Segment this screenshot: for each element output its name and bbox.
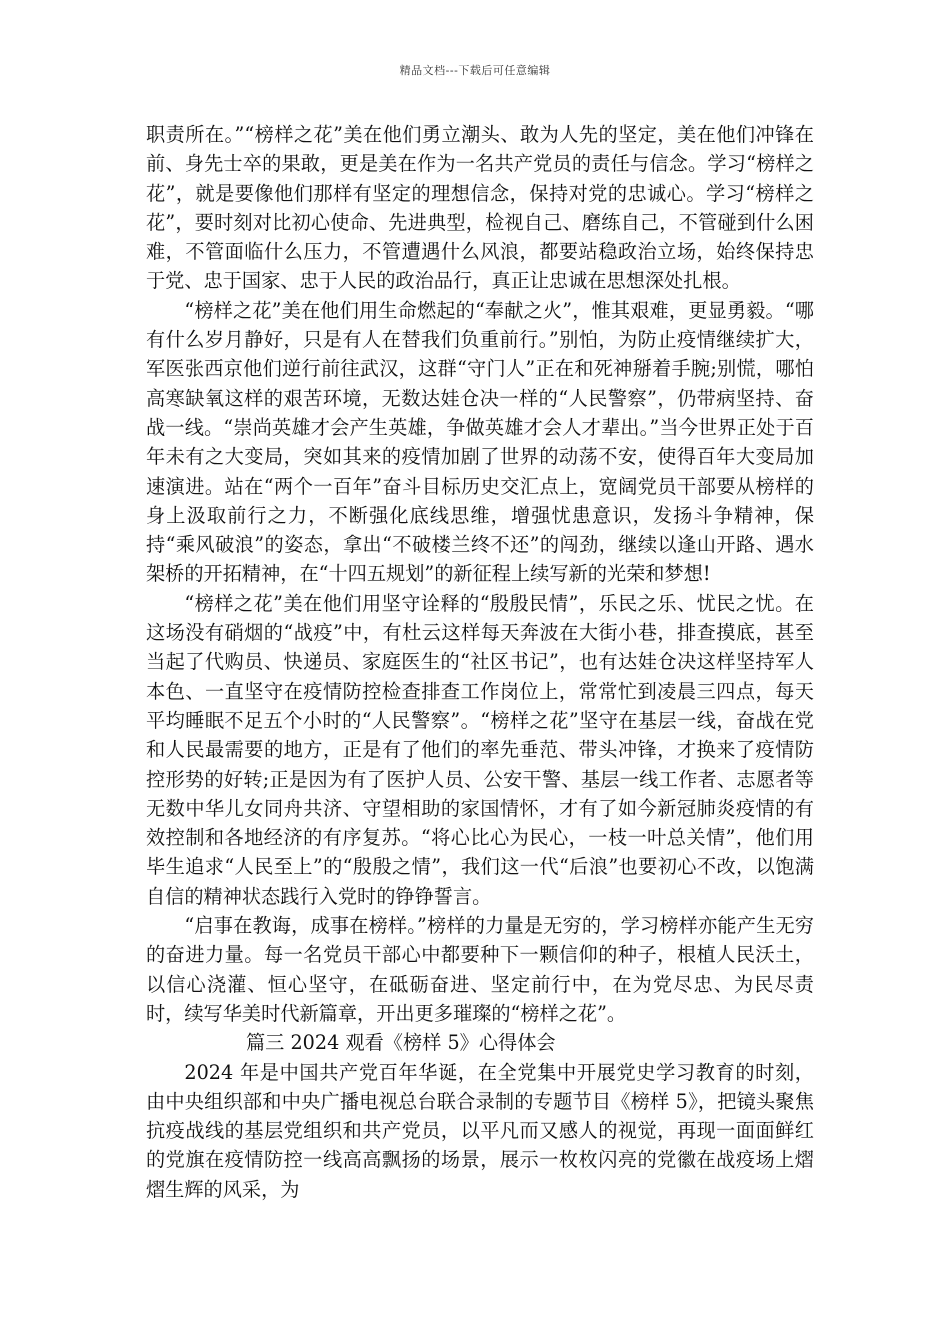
page-header: 精品文档---下载后可任意编辑 [399, 64, 551, 77]
paragraph-5: 2024 年是中国共产党百年华诞，在全党集中开展党史学习教育的时刻，由中央组织部和中央广播电视总台联合录制的专题节目《榜样 5》，把镜头聚焦抗疫战线的基层党组织和共产党员，以平凡而又感人的视觉，再现一面面鲜红的党旗在疫情防控一线高高飘扬的场景，展示一枚枚闪亮的党徽在战疫场上熠熠生辉的风采，为 [146, 1060, 814, 1201]
paragraph-1: 职责所在。”“榜样之花”美在他们勇立潮头、敢为人先的坚定，美在他们冲锋在前、身先士卒的果敢，更是美在作为一名共产党员的责任与信念。学习“榜样之花”，就是要像他们那样有坚定的理想信念，保持对党的忠诚心。学习“榜样之花”，要时刻对比初心使命、先进典型，检视自己、磨练自己，不管碰到什么困难，不管面临什么压力，不管遭遇什么风浪，都要站稳政治立场，始终保持忠于党、忠于国家、忠于人民的政治品行，真正让忠诚在思想深处扎根。 [146, 123, 814, 293]
paragraph-4: “启事在教诲，成事在榜样。”榜样的力量是无穷的，学习榜样亦能产生无穷的奋进力量。每一名党员干部心中都要种下一颗信仰的种子，根植人民沃土，以信心浇灌、恒心坚守，在砥砺奋进、坚定前行中，在为党尽忠、为民尽责时，续写华美时代新篇章，开出更多璀璨的“榜样之花”。 [146, 914, 814, 1025]
paragraph-2: “榜样之花”美在他们用生命燃起的“奉献之火”，惟其艰难，更显勇毅。“哪有什么岁月静好，只是有人在替我们负重前行。”别怕，为防止疫情继续扩大，军医张西京他们逆行前往武汉，这群“守门人”正在和死神掰着手腕;别慌，哪怕高寒缺氧这样的艰苦环境，无数达娃仓决一样的“人民警察”，仍带病坚持、奋战一线。“崇尚英雄才会产生英雄，争做英雄才会人才辈出。”当今世界正处于百年未有之大变局，突如其来的疫情加剧了世界的动荡不安，使得百年大变局加速演进。站在“两个一百年”奋斗目标历史交汇点上，宽阔党员干部要从榜样的身上汲取前行之力，不断强化底线思维，增强忧患意识，发扬斗争精神，保持“乘风破浪”的姿态，拿出“不破楼兰终不还”的闯劲，继续以逢山开路、遇水架桥的开拓精神，在“十四五规划”的新征程上续写新的光荣和梦想! [146, 298, 814, 586]
paragraph-3: “榜样之花”美在他们用坚守诠释的“殷殷民情”，乐民之乐、忧民之忧。在这场没有硝烟的“战疫”中，有杜云这样每天奔波在大街小巷，排查摸底，甚至当起了代购员、快递员、家庭医生的“社区书记”，也有达娃仓决这样坚持军人本色、一直坚守在疫情防控检查排查工作岗位上，常常忙到凌晨三四点，每天平均睡眠不足五个小时的“人民警察”。“榜样之花”坚守在基层一线，奋战在党和人民最需要的地方，正是有了他们的率先垂范、带头冲锋，才换来了疫情防控形势的好转;正是因为有了医护人员、公安干警、基层一线工作者、志愿者等无数中华儿女同舟共济、守望相助的家国情怀，才有了如今新冠肺炎疫情的有效控制和各地经济的有序复苏。“将心比心为民心，一枝一叶总关情”，他们用毕生追求“人民至上”的“殷殷之情”，我们这一代“后浪”也要初心不改，以饱满自信的精神状态践行入党时的铮铮誓言。 [146, 591, 814, 908]
section-title: 篇三 2024 观看《榜样 5》心得体会 [246, 1031, 556, 1055]
document-body [146, 120, 814, 1204]
